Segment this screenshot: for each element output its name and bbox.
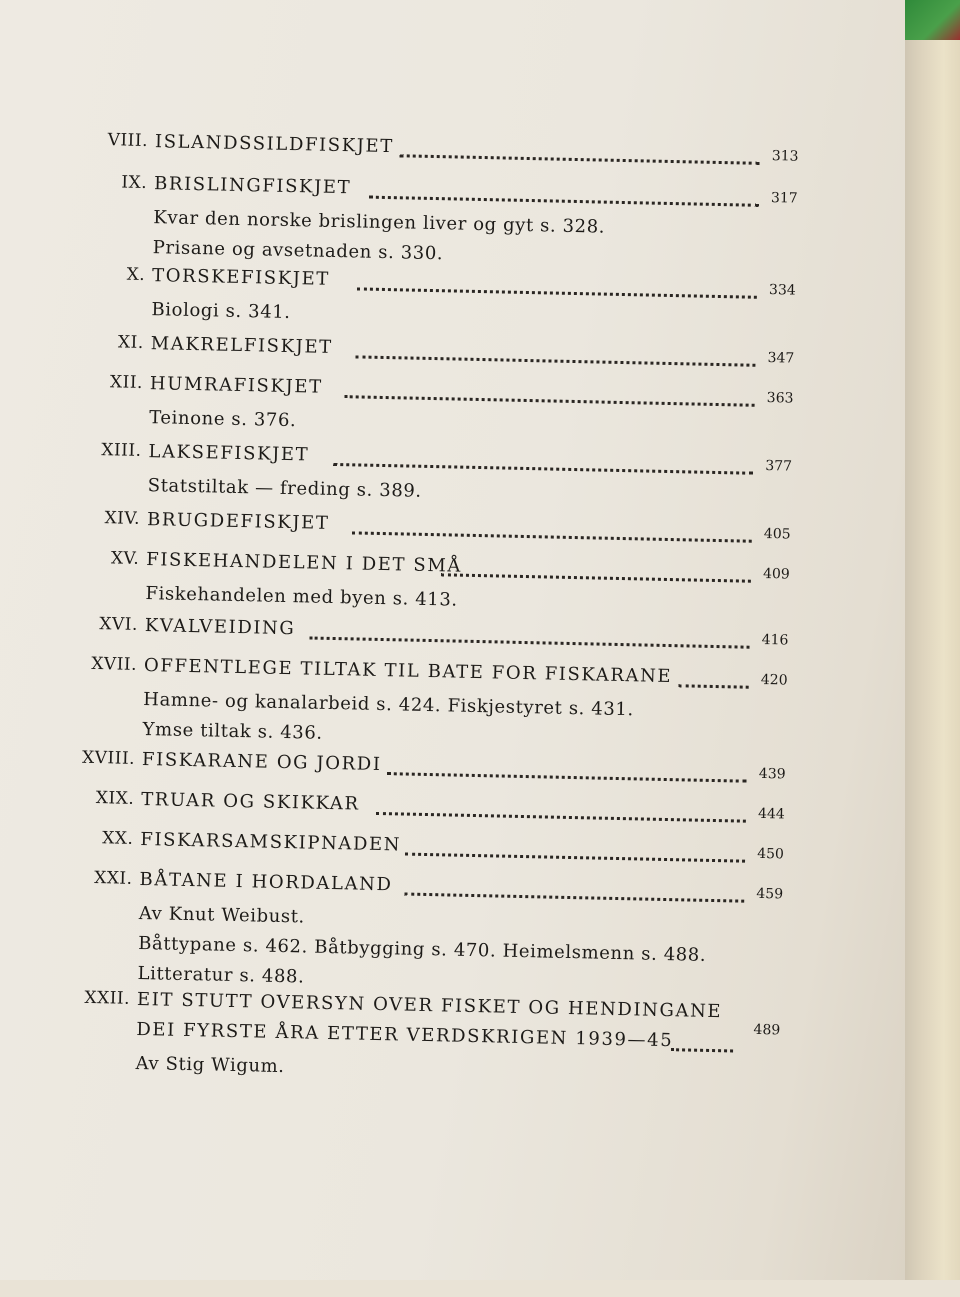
dot-leader xyxy=(404,891,744,903)
dot-leader xyxy=(355,353,755,366)
dot-leader xyxy=(441,571,751,582)
chapter-number: XIX. xyxy=(95,788,135,809)
chapter-title: FISKARANE OG JORDI xyxy=(141,749,382,776)
chapter-title: KVALVEIDING xyxy=(144,615,296,640)
toc-row xyxy=(85,828,885,875)
dot-leader xyxy=(352,529,752,542)
page-number: 439 xyxy=(758,765,786,783)
chapter-number: XXII. xyxy=(84,987,131,1009)
chapter-number: XI. xyxy=(117,332,144,353)
dot-leader xyxy=(400,152,760,165)
chapter-title: TORSKEFISKJET xyxy=(151,265,331,290)
toc-subentry: Statstiltak — freding s. 389. xyxy=(147,475,422,502)
page-number: 347 xyxy=(767,350,795,367)
chapter-title: FISKEHANDELEN I DET SMÅ xyxy=(146,549,463,577)
toc-subentry: Ymse tiltak s. 436. xyxy=(142,719,323,744)
chapter-number: XVII. xyxy=(91,653,138,675)
chapter-number: XVIII. xyxy=(81,747,136,769)
chapter-title: BÅTANE I HORDALAND xyxy=(139,868,393,896)
chapter-title: LAKSEFISKJET xyxy=(148,441,310,466)
toc-entry xyxy=(95,332,895,379)
toc-subentry: Teinone s. 376. xyxy=(148,407,297,432)
toc-subentry: Biologi s. 341. xyxy=(151,299,291,324)
chapter-number: X. xyxy=(126,264,146,285)
chapter-number: IX. xyxy=(121,172,148,193)
page-number: 313 xyxy=(771,148,799,165)
chapter-title: HUMRAFISKJET xyxy=(149,373,323,398)
toc-subentry: Kvar den norske brislingen liver og gyt s. 328. xyxy=(153,207,606,238)
toc-subentry: Båttypane s. 462. Båtbygging s. 470. Heimelsmenn s. 488. xyxy=(137,932,707,966)
page-number: 317 xyxy=(770,190,798,207)
toc-entry xyxy=(85,828,885,875)
dot-leader xyxy=(679,682,749,688)
toc-entry xyxy=(86,788,886,835)
background-corner xyxy=(905,0,960,40)
toc-subentry: Prisane og avsetnaden s. 330. xyxy=(152,237,444,265)
chapter-number: XV. xyxy=(110,548,140,569)
chapter-title: BRISLINGFISKJET xyxy=(153,173,352,199)
chapter-title: FISKARSAMSKIPNADEN xyxy=(140,829,402,856)
chapter-title: ISLANDSSILDFISKJET xyxy=(154,131,395,158)
toc-entry xyxy=(90,548,891,625)
page-number: 405 xyxy=(763,525,791,543)
toc-subentry: Av Stig Wigum. xyxy=(135,1052,285,1078)
page-number: 377 xyxy=(765,458,793,475)
page-number: 489 xyxy=(753,1021,781,1039)
dot-leader xyxy=(357,285,757,298)
chapter-number: XVI. xyxy=(99,614,139,635)
toc-subentry: Fiskehandelen med byen s. 413. xyxy=(145,583,458,611)
chapter-number: VIII. xyxy=(107,130,149,152)
chapter-title: OFFENTLEGE TILTAK TIL BATE FOR FISKARANE xyxy=(143,655,673,688)
page-number: 459 xyxy=(756,885,784,903)
toc-entry xyxy=(87,654,889,761)
chapter-title: MAKRELFISKJET xyxy=(150,333,333,358)
chapter-number: XIV. xyxy=(104,508,141,529)
dot-leader xyxy=(405,851,745,863)
dot-leader xyxy=(345,393,755,407)
toc-entry xyxy=(82,868,884,1005)
page-number: 409 xyxy=(762,565,790,583)
toc-subentry: Hamne- og kanalarbeid s. 424. Fiskjestyret s. 431. xyxy=(143,689,634,721)
toc-subentry: Litteratur s. 488. xyxy=(137,962,305,988)
book-gutter xyxy=(905,0,960,1280)
chapter-title-continued: DEI FYRSTE ÅRA ETTER VERDSKRIGEN 1939—45 xyxy=(136,1018,674,1052)
chapter-number: XIII. xyxy=(101,440,142,461)
toc-subentry: Av Knut Weibust. xyxy=(138,902,306,928)
toc-entry xyxy=(100,130,900,177)
dot-leader xyxy=(671,1046,733,1052)
toc-entry xyxy=(92,440,893,517)
toc-entry xyxy=(80,988,882,1095)
chapter-title: BRUGDEFISKJET xyxy=(146,509,330,534)
toc-entry xyxy=(94,372,895,449)
dot-leader xyxy=(333,461,753,475)
page-number: 444 xyxy=(757,805,785,823)
chapter-number: XX. xyxy=(102,828,134,849)
toc-row xyxy=(92,508,892,555)
chapter-number: XXI. xyxy=(94,868,133,889)
toc-entry xyxy=(97,172,899,279)
chapter-title: TRUAR OG SKIKKAR xyxy=(140,789,360,815)
chapter-number: XII. xyxy=(109,372,144,393)
dot-leader xyxy=(369,194,759,207)
toc-entry xyxy=(92,508,892,555)
page-number: 334 xyxy=(768,282,796,299)
dot-leader xyxy=(310,634,750,648)
chapter-title: EIT STUTT OVERSYN OVER FISKET OG HENDINGANE xyxy=(136,988,723,1023)
toc-row xyxy=(95,332,895,379)
dot-leader xyxy=(376,810,746,823)
toc-row xyxy=(86,788,886,835)
page-number: 416 xyxy=(761,631,789,649)
page-number: 450 xyxy=(757,845,785,863)
dot-leader xyxy=(387,770,747,783)
page-number: 420 xyxy=(760,671,788,689)
page-number: 363 xyxy=(766,390,794,407)
toc-row xyxy=(100,130,900,177)
